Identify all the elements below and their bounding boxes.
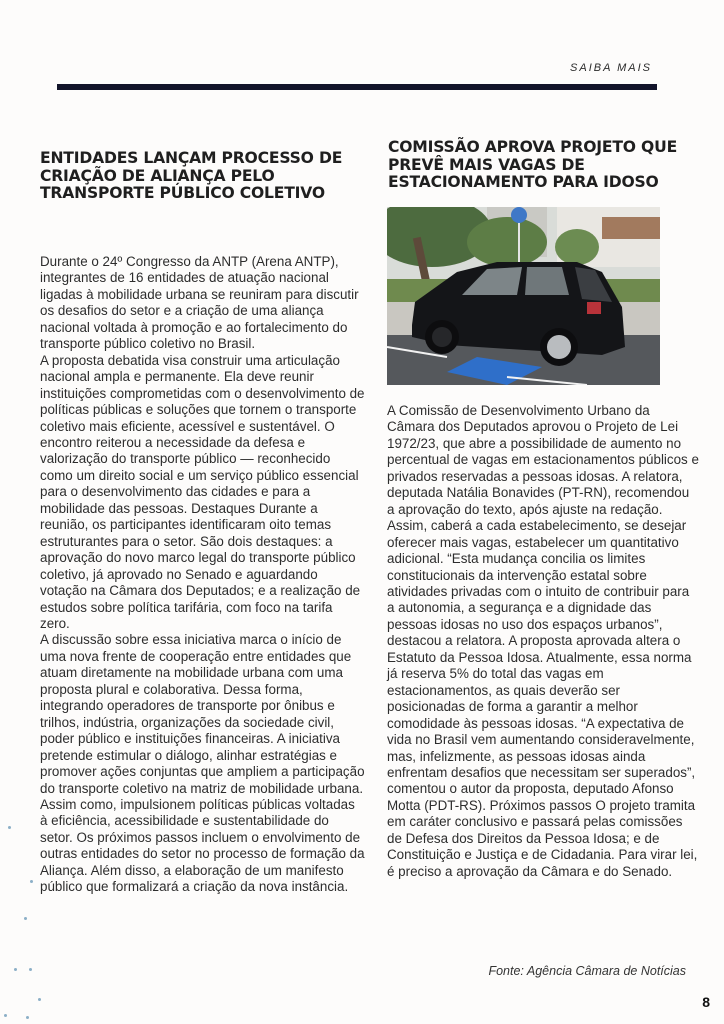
parked-car-photo (387, 207, 660, 385)
paragraph: A proposta debatida visa construir uma articulação nacional ampla e permanente. Ela deve reunir instituições comprometidas com o desenvolvimento de políticas públicas e soluções que tornem o transporte coletivo mais eficiente, acessível e sustentável. O encontro reiterou a necessidade da defesa e valorização do transporte público — reconhecido como um direito social e um serviço público essencial para o desenvolvimento das cidades e para a mobilidade das pessoas. Destaques Durante a reunião, os participantes identificaram oito temas estruturantes para o setor. São dois destaques: a aprovação do novo marco legal do transporte público coletivo, já aprovado no Senado e aguardando votação na Câmara dos Deputados; e a realização de estudos sobre política tarifária, com foco na tarifa zero. (40, 352, 365, 631)
paragraph: A Comissão de Desenvolvimento Urbano da Câmara dos Deputados aprovou o Projeto de Lei 1972/23, que abre a possibilidade de aumento no percentual de vagas em estacionamentos públicos e privados reservadas a pessoas idosas. A relatora, deputada Natália Bonavides (PT-RN), recomendou a aprovação do texto, após ajuste na redação. Assim, caberá a cada estabelecimento, se desejar oferecer mais vagas, estabelecer um quantitativo adicional. “Esta mudança concilia os limites constitucionais da intervenção estatal sobre atividades privadas com o intuito de contribuir para a autonomia, a segurança e a dignidade das pessoas idosas no uso dos espaços urbanos”, destacou a relatora. A proposta aprovada altera o Estatuto da Pessoa Idosa. Atualmente, essa norma já reserva 5% do total das vagas em estacionamentos, as quais deverão ser posicionadas de forma a garantir a melhor comodidade às pessoas idosas. “A expectativa de vida no Brasil vem aumentando consideravelmente, mas, infelizmente, as pessoas idosas ainda enfrentam desafios que necessitam ser superados”, comentou o autor da proposta, deputado Afonso Motta (PDT-RS). Próximos passos O projeto tramita em caráter conclusivo e passará pelas comissões de Defesa dos Direitos da Pessoa Idosa; e de Constituição e Justiça e de Cidadania. Para virar lei, é preciso a aprovação da Câmara e do Senado. (387, 403, 699, 879)
article-source: Fonte: Agência Câmara de Notícias (488, 964, 686, 978)
section-label: SAIBA MAIS (570, 62, 652, 74)
page-number: 8 (702, 994, 710, 1010)
parked-car-illustration (387, 207, 660, 385)
article-headline-alliance: ENTIDADES LANÇAM PROCESSO DE CRIAÇÃO DE ALIANÇA PELO TRANSPORTE PÚBLICO COLETIVO (40, 149, 343, 202)
header-rule (57, 84, 657, 90)
article-body-alliance (40, 254, 365, 896)
article-headline-parking: COMISSÃO APROVA PROJETO QUE PREVÊ MAIS VAGAS DE ESTACIONAMENTO PARA IDOSO (388, 138, 678, 191)
paragraph: A discussão sobre essa iniciativa marca o início de uma nova frente de cooperação entre entidades que atuam diretamente na mobilidade urbana com uma proposta plural e colaborativa. Dessa forma, integrando operadores de transporte por ônibus e trilhos, indústria, organizações da sociedade civil, poder público e instituições financeiras. A iniciativa pretende estimular o diálogo, alinhar estratégias e promover ações conjuntas que ampliem a participação do transporte coletivo na matriz de mobilidade urbana. Assim como, impulsionem políticas públicas voltadas à eficiência, acessibilidade e sustentabilidade do setor. Os próximos passos incluem o envolvimento de outras entidades do setor no processo de formação da Aliança. Além disso, a elaboração de um manifesto público que formalizará a criação da nova instância. (40, 632, 365, 895)
paragraph: Durante o 24º Congresso da ANTP (Arena ANTP), integrantes de 16 entidades de atuação nacional ligadas à mobilidade urbana se reuniram para discutir os desafios do setor e a criação de uma aliança nacional voltada à promoção e ao fortalecimento do transporte público coletivo no Brasil. (40, 254, 359, 352)
article-body-parking (387, 403, 699, 880)
